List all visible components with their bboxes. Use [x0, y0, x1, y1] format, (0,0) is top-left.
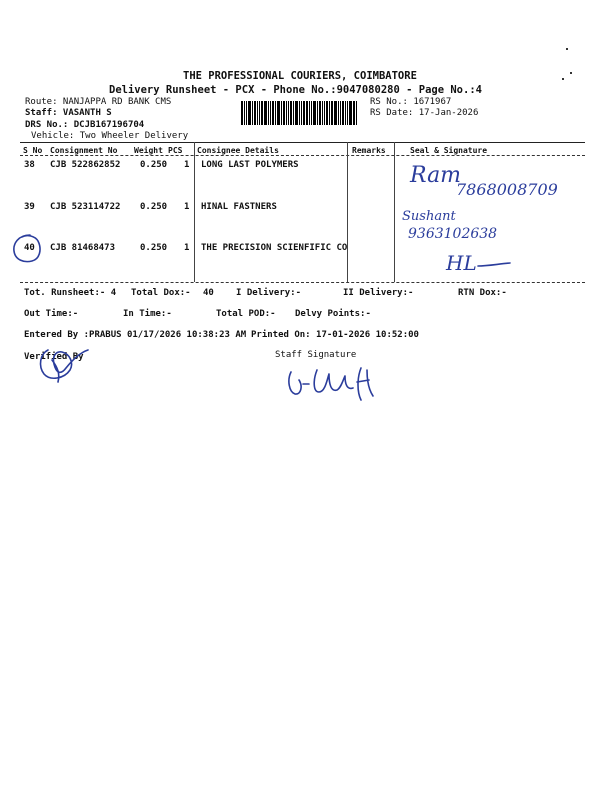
barcode-bar — [309, 101, 310, 125]
table-bottom-rule — [20, 282, 585, 283]
col-divider-seal — [394, 142, 395, 282]
barcode-bar — [295, 101, 298, 125]
barcode-bar — [261, 101, 263, 125]
company-title: THE PROFESSIONAL COURIERS, COIMBATORE — [183, 70, 417, 82]
total-dox-value: 40 — [203, 288, 214, 298]
barcode-bar — [290, 101, 292, 125]
handwritten-name-row1: Ram — [410, 163, 462, 188]
barcode — [241, 101, 367, 125]
table-row-weight: 0.250 — [140, 243, 168, 253]
col-divider-consignee — [194, 142, 195, 282]
total-runsheet: Tot. Runsheet:- 4 — [24, 288, 117, 298]
rs-date: RS Date: 17-Jan-2026 — [370, 108, 479, 118]
barcode-bar — [347, 101, 348, 125]
handwritten-phone-row1: 7868008709 — [456, 180, 558, 199]
out-time: Out Time:- — [24, 309, 79, 319]
drs-number: DRS No.: DCJB167196704 — [25, 120, 145, 130]
total-dox-label: Total Dox:- — [131, 288, 191, 298]
barcode-bar — [299, 101, 300, 125]
col-divider-remarks — [347, 142, 348, 282]
route-label: Route: NANJAPPA RD BANK CMS — [25, 97, 172, 107]
table-row-weight: 0.250 — [140, 160, 168, 170]
handwritten-phone-row2: 9363102638 — [408, 226, 498, 242]
barcode-bar — [283, 101, 285, 125]
barcode-bar — [275, 101, 276, 125]
header-sno: S No — [23, 146, 43, 155]
table-header-rule — [20, 155, 585, 156]
barcode-bar — [281, 101, 282, 125]
in-time: In Time:- — [123, 309, 172, 319]
delvy-points: Delvy Points:- — [295, 309, 371, 319]
table-row-consignment: CJB 522862852 — [50, 160, 121, 170]
barcode-bar — [313, 101, 316, 125]
barcode-bar — [288, 101, 289, 125]
barcode-bar — [252, 101, 253, 125]
table-row-pcs: 1 — [184, 243, 190, 253]
barcode-bar — [293, 101, 294, 125]
scan-speck — [566, 48, 568, 50]
barcode-bar — [241, 101, 243, 125]
printed-on: Printed On: 17-01-2026 10:52:00 — [251, 330, 419, 340]
barcode-bar — [248, 101, 251, 125]
barcode-bar — [257, 101, 258, 125]
barcode-bar — [259, 101, 260, 125]
barcode-bar — [349, 101, 352, 125]
barcode-bar — [338, 101, 339, 125]
total-pod: Total POD:- — [216, 309, 276, 319]
barcode-bar — [356, 101, 357, 125]
barcode-bar — [306, 101, 308, 125]
barcode-bar — [272, 101, 274, 125]
table-row-consignment: CJB 81468473 — [50, 243, 116, 253]
table-row-sno: 40 — [24, 243, 35, 253]
table-row-weight: 0.250 — [140, 202, 168, 212]
barcode-bar — [340, 101, 341, 125]
barcode-bar — [246, 101, 247, 125]
header-consignment: Consignment No — [50, 146, 118, 155]
staff-signature-icon — [283, 362, 383, 404]
barcode-bar — [244, 101, 245, 125]
header-weight: Weight — [134, 146, 163, 155]
barcode-bar — [301, 101, 302, 125]
handwritten-signature-row2 — [400, 206, 540, 242]
table-row-pcs: 1 — [184, 160, 190, 170]
table-top-rule — [20, 142, 585, 143]
rtn-dox: RTN Dox:- — [458, 288, 507, 298]
runsheet-subtitle: Delivery Runsheet - PCX - Phone No.:9047080280 - Page No.:4 — [109, 84, 482, 96]
entered-by: Entered By :PRABUS 01/17/2026 10:38:23 AM — [24, 330, 247, 340]
table-row-consignee: LONG LAST POLYMERS — [201, 160, 299, 170]
barcode-bar — [303, 101, 305, 125]
table-row-sno: 38 — [24, 160, 35, 170]
ii-delivery: II Delivery:- — [343, 288, 414, 298]
handwritten-signature-row1 — [408, 160, 593, 200]
handwritten-name-row2: Sushant — [402, 209, 456, 224]
header-remarks: Remarks — [352, 146, 386, 155]
barcode-bar — [277, 101, 280, 125]
barcode-bar — [334, 101, 337, 125]
verifier-signature-icon — [30, 344, 100, 386]
barcode-bar — [317, 101, 318, 125]
table-row-consignee: THE PRECISION SCIENFIFIC CO — [201, 243, 348, 253]
header-consignee: Consignee Details — [197, 146, 279, 155]
barcode-bar — [329, 101, 330, 125]
header-pcs: PCS — [168, 146, 183, 155]
table-row-consignee: HINAL FASTNERS — [201, 202, 277, 212]
table-row-sno: 39 — [24, 202, 35, 212]
staff-signature-label: Staff Signature — [275, 350, 357, 360]
barcode-bar — [331, 101, 333, 125]
barcode-bar — [319, 101, 321, 125]
handwritten-mark-row3 — [444, 250, 514, 278]
handwritten-initials-row3: HL — [446, 251, 477, 275]
barcode-bar — [345, 101, 346, 125]
header-seal: Seal & Signature — [410, 146, 488, 155]
barcode-bar — [342, 101, 344, 125]
i-delivery: I Delivery:- — [236, 288, 302, 298]
barcode-bar — [268, 101, 269, 125]
barcode-bar — [353, 101, 355, 125]
barcode-bar — [326, 101, 328, 125]
scan-speck — [562, 78, 564, 80]
staff-label: Staff: VASANTH S — [25, 108, 112, 118]
verified-by-label: Verified By — [24, 352, 84, 362]
barcode-bar — [324, 101, 325, 125]
barcode-bar — [286, 101, 287, 125]
scan-speck — [570, 72, 572, 74]
rs-number: RS No.: 1671967 — [370, 97, 452, 107]
barcode-bar — [322, 101, 323, 125]
barcode-bar — [264, 101, 267, 125]
vehicle-label: Vehicle: Two Wheeler Delivery — [31, 131, 189, 141]
table-row-consignment: CJB 523114722 — [50, 202, 121, 212]
barcode-bar — [254, 101, 256, 125]
barcode-bar — [311, 101, 312, 125]
table-row-pcs: 1 — [184, 202, 190, 212]
handwritten-circle-mark — [10, 232, 44, 266]
barcode-bar — [270, 101, 271, 125]
